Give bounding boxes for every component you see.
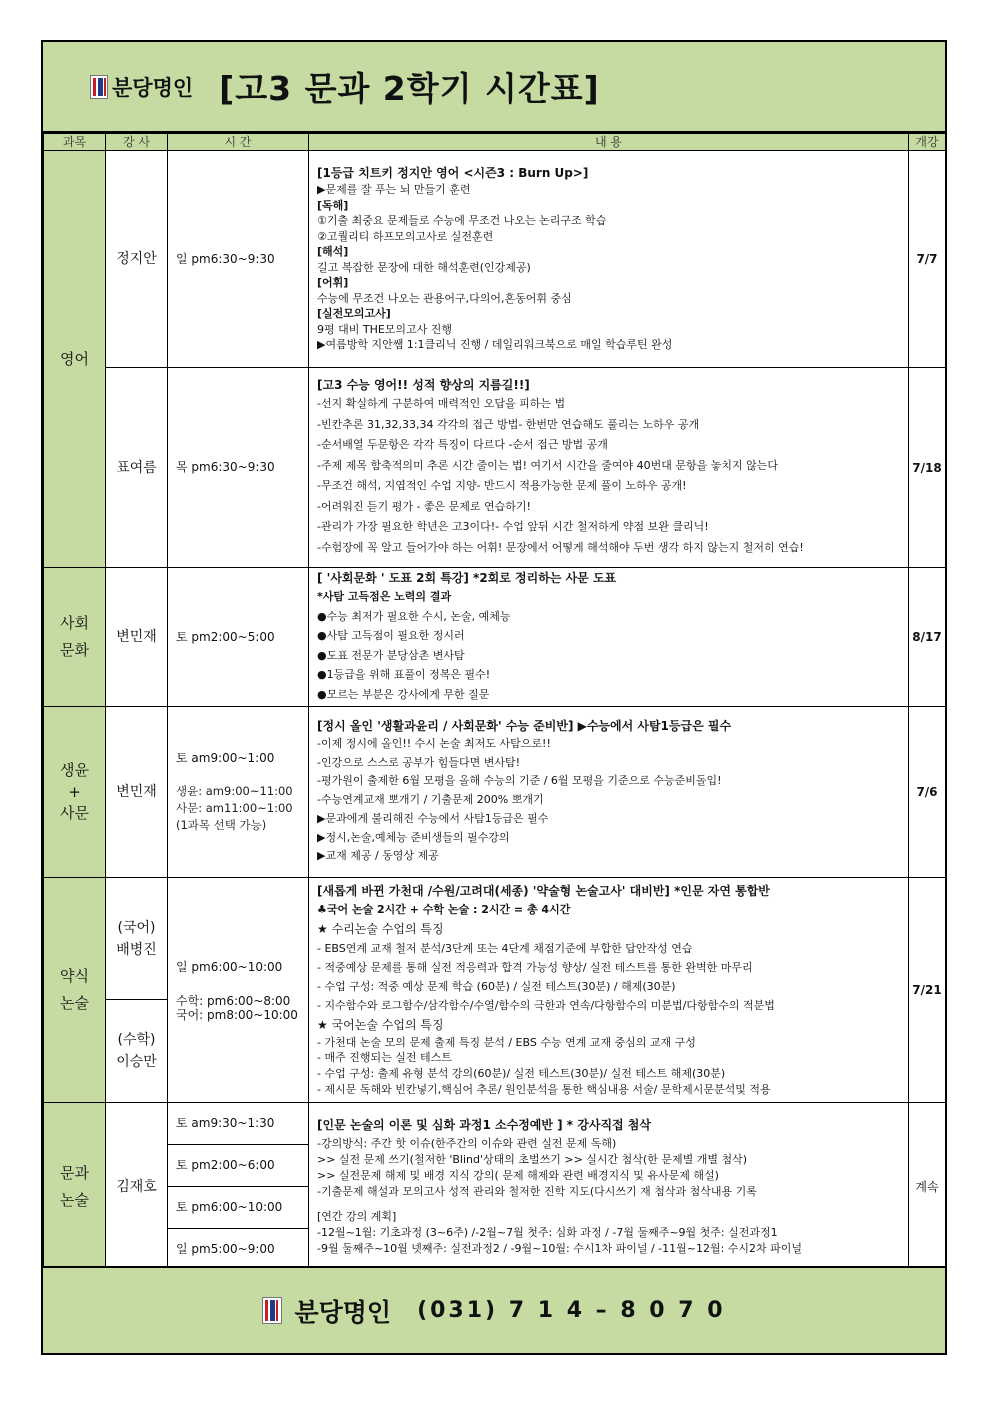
subject-label: 문화 — [60, 641, 89, 659]
content-line: -순서배열 두문항은 각각 특징이 다르다 -순서 접근 방법 공개 — [317, 438, 608, 451]
column-header-teacher: 강 사 — [106, 134, 168, 151]
time-label: 일 pm6:00~10:00 — [176, 959, 283, 974]
time-cell — [168, 707, 309, 878]
footer-brand: 분당명인 — [294, 1297, 392, 1327]
content-line: ●도표 전문가 분당삼촌 변사탐 — [317, 648, 465, 662]
time-label: 토 am9:00~1:00 — [176, 751, 275, 765]
subject-label: 논술 — [60, 1190, 89, 1209]
content-line: 수능에 무조건 나오는 관용어구,다의어,혼동어휘 중심 — [317, 291, 572, 305]
content-line: - 수업 구성: 적중 예상 문제 학습 (60분) / 실전 테스트(30분) / 해제(30분) — [317, 979, 676, 993]
subject-label: + — [68, 783, 81, 801]
start-date-cell — [909, 151, 946, 368]
time-label: 일 pm5:00~9:00 — [176, 1242, 275, 1256]
header-band — [43, 42, 945, 133]
teacher-cell — [106, 368, 168, 568]
content-line: ♣국어 논술 2시간 + 수학 논술 : 2시간 = 총 4시간 — [317, 902, 571, 916]
time-label: 일 pm6:30~9:30 — [176, 251, 275, 266]
content-line: ▶여름방학 지안쌤 1:1클리닉 진행 / 데일리워크북으로 매일 학습루틴 완성 — [317, 338, 673, 352]
footer-band — [43, 1266, 945, 1353]
start-date-cell — [909, 1103, 946, 1271]
schedule-table — [43, 133, 946, 1271]
content-line: >> 실전문제 해제 및 배경 지식 강의( 문제 해제와 관련 배경지식 및 유사문제 해설) — [317, 1168, 719, 1182]
content-cell — [309, 368, 909, 568]
teacher-name: 변민재 — [116, 629, 157, 645]
content-line: [독해] — [317, 198, 349, 212]
teacher-name: 표여름 — [116, 459, 157, 476]
teacher-cell — [106, 151, 168, 368]
content-line: -무조건 해석, 지엽적인 수업 지양- 반드시 적용가능한 문제 풀이 노하우 공개! — [317, 479, 687, 492]
content-line: ●1등급을 위해 표풀이 정복은 필수! — [317, 668, 491, 681]
teacher-subject: (국어) — [117, 919, 156, 936]
content-line: - 지수함수와 로그함수/삼각함수/수열/함수의 극한과 연속/다항함수의 미분법/다항함수의 적분법 — [317, 998, 775, 1012]
teacher-name: 배병진 — [116, 941, 157, 958]
time-cell — [168, 568, 309, 707]
subject-label: 사문 — [60, 804, 89, 822]
content-cell — [309, 707, 909, 878]
column-header-time: 시 간 — [168, 134, 309, 151]
table-row — [44, 368, 946, 568]
content-line: -인강으로 스스로 공부가 힘들다면 변사탐! — [317, 755, 521, 769]
content-line: [어휘] — [317, 276, 349, 290]
content-line: ●수능 최저가 필요한 수시, 논술, 예체능 — [317, 609, 511, 623]
subject-label: 사회 — [60, 614, 89, 632]
content-cell — [309, 151, 909, 368]
content-line: 길고 복잡한 문장에 대한 해석훈련(인강제공) — [317, 260, 531, 274]
course-title: [ '사회문화 ' 도표 2회 특강] *2회로 정리하는 사문 도표 — [317, 571, 617, 585]
content-line: *사탐 고득점은 노력의 결과 — [317, 590, 452, 603]
teacher-cell — [106, 707, 168, 878]
content-line: -9월 둘째주~10월 넷째주: 실전과정2 / -9월~10월: 수시1차 파이널 / -11월~12월: 수시2차 파이널 — [317, 1241, 803, 1255]
course-title: [고3 수능 영어!! 성적 향상의 지름길!!] — [317, 378, 530, 392]
start-date: 7/6 — [916, 785, 938, 799]
time-detail: 생윤: am9:00~11:00 — [176, 784, 293, 798]
teacher-cell — [106, 1103, 168, 1271]
content-line: - EBS연계 교재 철저 분석/3단계 또는 4단계 채점기준에 부합한 답안작성 연습 — [317, 941, 693, 955]
content-line: -이제 정시에 올인!! 수시 논술 최저도 사탐으로!! — [317, 736, 551, 750]
course-title: [인문 논술의 이론 및 심화 과정1 소수정예반 ] * 강사직접 첨삭 — [317, 1117, 651, 1132]
teacher-name: 김재호 — [116, 1178, 157, 1195]
time-cell — [168, 1187, 309, 1229]
start-date-cell — [909, 878, 946, 1103]
content-line: -관리가 가장 필요한 학년은 고3이다!- 수업 앞뒤 시간 철저하게 약점 보완 클리닉! — [317, 520, 709, 533]
header-brand: 분당명인 — [112, 75, 194, 100]
teacher-subject: (수학) — [117, 1032, 156, 1048]
time-cell — [168, 151, 309, 368]
content-line: ▶문제를 잘 푸는 뇌 만들기 훈련 — [317, 183, 471, 197]
course-title: [1등급 치트키 정지안 영어 <시즌3 : Burn Up>] — [317, 166, 589, 181]
teacher-name: 변민재 — [116, 784, 157, 800]
phone-number: (031) 7 1 4 – 8 0 7 0 — [417, 1298, 726, 1323]
table-row — [44, 151, 946, 368]
time-detail: 사문: am11:00~1:00 — [176, 801, 293, 815]
course-title: [정시 올인 '생활과윤리 / 사회문화' 수능 준비반] ▶수능에서 사탐1등급은 필수 — [317, 718, 732, 733]
content-line: - 수업 구성: 출제 유형 분석 강의(60분)/ 실전 테스트(30분)/ 실전 테스트 해제(30분) — [317, 1067, 726, 1080]
content-line: ●모르는 부분은 강사에게 무한 질문 — [317, 687, 490, 701]
content-line-blank — [317, 1200, 902, 1209]
start-date: 7/21 — [912, 983, 942, 997]
subject-cell — [44, 707, 106, 878]
content-line: - 매주 진행되는 실전 테스트 — [317, 1051, 452, 1065]
content-cell — [309, 1103, 909, 1271]
time-cell — [168, 1145, 309, 1187]
course-title: [새롭게 바뀐 가천대 /수원/고려대(세종) '약술형 논술고사' 대비반] *인문 자연 통합반 — [317, 883, 770, 898]
table-row — [44, 707, 946, 878]
content-line: -강의방식: 주간 핫 이슈(한주간의 이슈와 관련 실전 문제 독해) — [317, 1136, 617, 1150]
time-label: 토 pm2:00~6:00 — [176, 1158, 275, 1172]
content-line: -어려워진 듣기 평가 - 좋은 문제로 연습하기! — [317, 499, 531, 513]
brand-logo-icon — [90, 75, 108, 99]
table-row — [44, 1103, 946, 1145]
table-row — [44, 878, 946, 1000]
content-line: >> 실전 문제 쓰기(철저한 'Blind'상태의 초벌쓰기 >> 실시간 첨삭(한 문제별 개별 첨삭) — [317, 1152, 748, 1166]
content-line: ★ 국어논술 수업의 특징 — [317, 1017, 444, 1032]
subject-cell — [44, 568, 106, 707]
content-line: -수능연계교재 뽀개기 / 기출문제 200% 뽀개기 — [317, 793, 544, 807]
content-line: -주제 제목 함축적의미 추론 시간 줄이는 법! 여기서 시간을 줄여야 40번대 문항을 놓치지 않는다 — [317, 458, 778, 472]
content-line: ▶교재 제공 / 동영상 제공 — [317, 849, 439, 863]
column-header-content: 내 용 — [309, 134, 909, 151]
content-line: - 가천대 논술 모의 문제 출제 특징 분석 / EBS 수능 연계 교재 중심의 교재 구성 — [317, 1035, 696, 1049]
teacher-cell — [106, 1000, 168, 1103]
time-detail: 수학: pm6:00~8:00 — [176, 993, 291, 1008]
subject-label: 논술 — [60, 994, 89, 1012]
timetable-sheet — [41, 40, 947, 1355]
content-line: -12월~1월: 기초과정 (3~6주) /-2월~7월 첫주: 심화 과정 / -7월 둘째주~9월 첫주: 실전과정1 — [317, 1225, 778, 1239]
teacher-name: 정지안 — [116, 251, 157, 267]
content-line: ★ 수리논술 수업의 특징 — [317, 921, 444, 936]
table-header-row — [44, 134, 946, 151]
subject-label: 약식 — [60, 967, 89, 985]
start-date: 7/7 — [916, 252, 938, 266]
teacher-name: 이승만 — [116, 1054, 157, 1070]
content-line: [연간 강의 계획] — [317, 1209, 397, 1223]
content-line: -수험장에 꼭 알고 들어가야 하는 어휘! 문장에서 어떻게 해석해야 두번 생각 하지 않는지 철저히 연습! — [317, 540, 804, 554]
content-line: - 적중예상 문제를 통해 실전 적응력과 합격 가능성 향상/ 실전 테스트를 통한 완벽한 마무리 — [317, 960, 753, 974]
subject-cell — [44, 151, 106, 568]
content-line: [해석] — [317, 245, 349, 259]
time-cell — [168, 878, 309, 1103]
time-detail: 국어: pm8:00~10:00 — [176, 1007, 298, 1022]
start-date-cell — [909, 568, 946, 707]
subject-label: 문과 — [60, 1163, 89, 1182]
subject-cell — [44, 1103, 106, 1271]
content-cell — [309, 878, 909, 1103]
teacher-cell — [106, 878, 168, 1000]
time-cell — [168, 368, 309, 568]
content-line: ②고퀄리티 하프모의고사로 실전훈련 — [317, 229, 494, 243]
start-date-cell — [909, 707, 946, 878]
content-line: ▶정시,논술,예체능 준비생들의 필수강의 — [317, 830, 510, 844]
start-date-cell — [909, 368, 946, 568]
time-cell — [168, 1229, 309, 1271]
content-line: ▶문과에게 불리해진 수능에서 사탐1등급은 필수 — [317, 811, 549, 825]
subject-label: 생윤 — [60, 761, 89, 779]
content-cell — [309, 568, 909, 707]
content-line: ①기출 최중요 문제들로 수능에 무조건 나오는 논리구조 학습 — [317, 214, 607, 228]
content-line: -평가원이 출제한 6월 모평을 올해 수능의 기준 / 6월 모평을 기준으로 수능준비돌입! — [317, 774, 722, 788]
column-header-start: 개강 — [909, 134, 946, 151]
start-date: 8/17 — [912, 630, 942, 644]
content-line: -기출문제 해설과 모의고사 성적 관리와 철저한 진학 지도(다시쓰기 재 첨삭과 첨삭내용 기록 — [317, 1184, 757, 1198]
content-line: [실전모의고사] — [317, 307, 391, 321]
teacher-cell — [106, 568, 168, 707]
start-date: 계속 — [915, 1180, 939, 1194]
content-line: 9평 대비 THE모의고사 진행 — [317, 322, 453, 336]
time-cell — [168, 1103, 309, 1145]
brand-logo-icon — [262, 1297, 282, 1324]
page-title: [고3 문과 2학기 시간표] — [219, 69, 600, 108]
column-header-subject: 과목 — [44, 134, 106, 151]
subject-label: 영어 — [60, 349, 89, 368]
time-label: 토 pm2:00~5:00 — [176, 629, 275, 644]
table-row — [44, 568, 946, 707]
time-label: 토 pm6:00~10:00 — [176, 1200, 283, 1214]
time-label: 토 am9:30~1:30 — [176, 1116, 275, 1130]
subject-cell — [44, 878, 106, 1103]
content-line: -선지 확실하게 구분하여 매력적인 오답을 피하는 법 — [317, 397, 566, 410]
content-line: - 제시문 독해와 빈칸넣기,핵심어 추론/ 원인분석을 통한 핵심내용 서술/ 문학제시문분석및 적용 — [317, 1082, 771, 1096]
start-date: 7/18 — [912, 460, 942, 475]
content-line: -빈칸추론 31,32,33,34 각각의 접근 방법- 한번만 연습해도 풀리는 노하우 공개 — [317, 417, 700, 431]
time-label: 목 pm6:30~9:30 — [176, 460, 275, 474]
content-line: ●사탐 고득점이 필요한 정시러 — [317, 629, 465, 642]
time-detail: (1과목 선택 가능) — [176, 818, 267, 832]
